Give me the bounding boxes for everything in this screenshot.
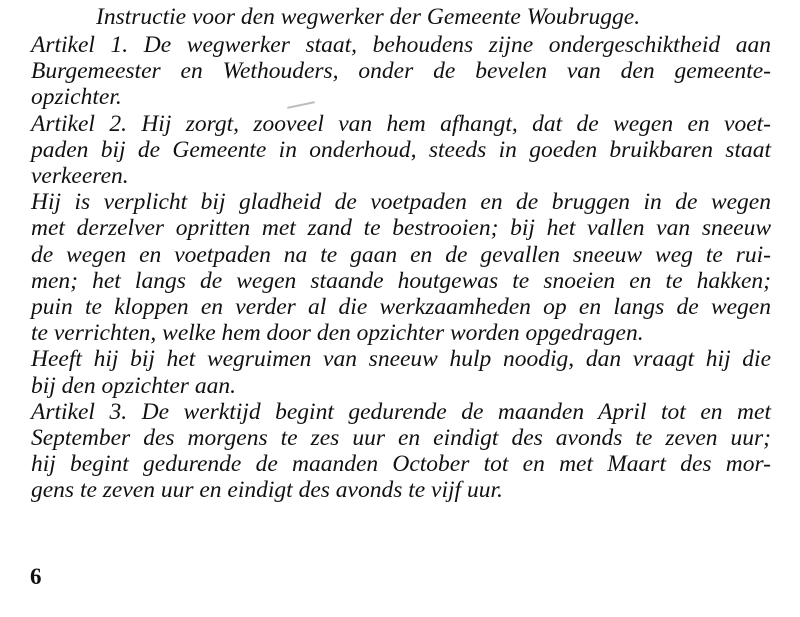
text-line: Heeft hij bij het wegruimen van sneeuw hulp noodig, dan vraagt hij die	[31, 346, 771, 373]
text-line: hij begint gedurende de maanden October tot en met Maart des mor-	[31, 451, 771, 478]
page-number: 6	[30, 564, 42, 589]
text-line: opzichter.	[31, 84, 122, 111]
document-title: Instructie voor den wegwerker der Gemeente Woubrugge.	[96, 4, 641, 30]
text-line: de wegen en voetpaden na te gaan en de gevallen sneeuw weg te rui-	[31, 241, 771, 268]
text-line: Hij is verplicht bij gladheid de voetpaden en de bruggen in de wegen	[31, 189, 771, 216]
text-line: bij den opzichter aan.	[31, 372, 236, 399]
text-line: men; het langs de wegen staande houtgewas te snoeien en te hakken;	[31, 267, 771, 294]
text-line: Burgemeester en Wethouders, onder de bevelen van den gemeente-	[31, 58, 771, 85]
text-line: gens te zeven uur en eindigt des avonds te vijf uur.	[31, 477, 503, 504]
text-line: Artikel 3. De werktijd begint gedurende de maanden April tot en met	[31, 398, 771, 425]
text-line: verkeeren.	[31, 163, 129, 190]
document-body	[31, 32, 771, 504]
text-line: Artikel 1. De wegwerker staat, behoudens zijne ondergeschiktheid aan	[31, 32, 771, 58]
text-line: paden bij de Gemeente in onderhoud, steeds in goeden bruikbaren staat	[31, 136, 771, 163]
text-line: September des morgens te zes uur en eindigt des avonds te zeven uur;	[31, 425, 771, 452]
text-line: te verrichten, welke hem door den opzichter worden opgedragen.	[31, 320, 644, 347]
text-line: puin te kloppen en verder al die werkzaamheden op en langs de wegen	[31, 294, 771, 321]
text-line: met derzelver opritten met zand te bestrooien; bij het vallen van sneeuw	[31, 215, 771, 242]
text-line: Artikel 2. Hij zorgt, zooveel van hem afhangt, dat de wegen en voet-	[31, 110, 771, 137]
